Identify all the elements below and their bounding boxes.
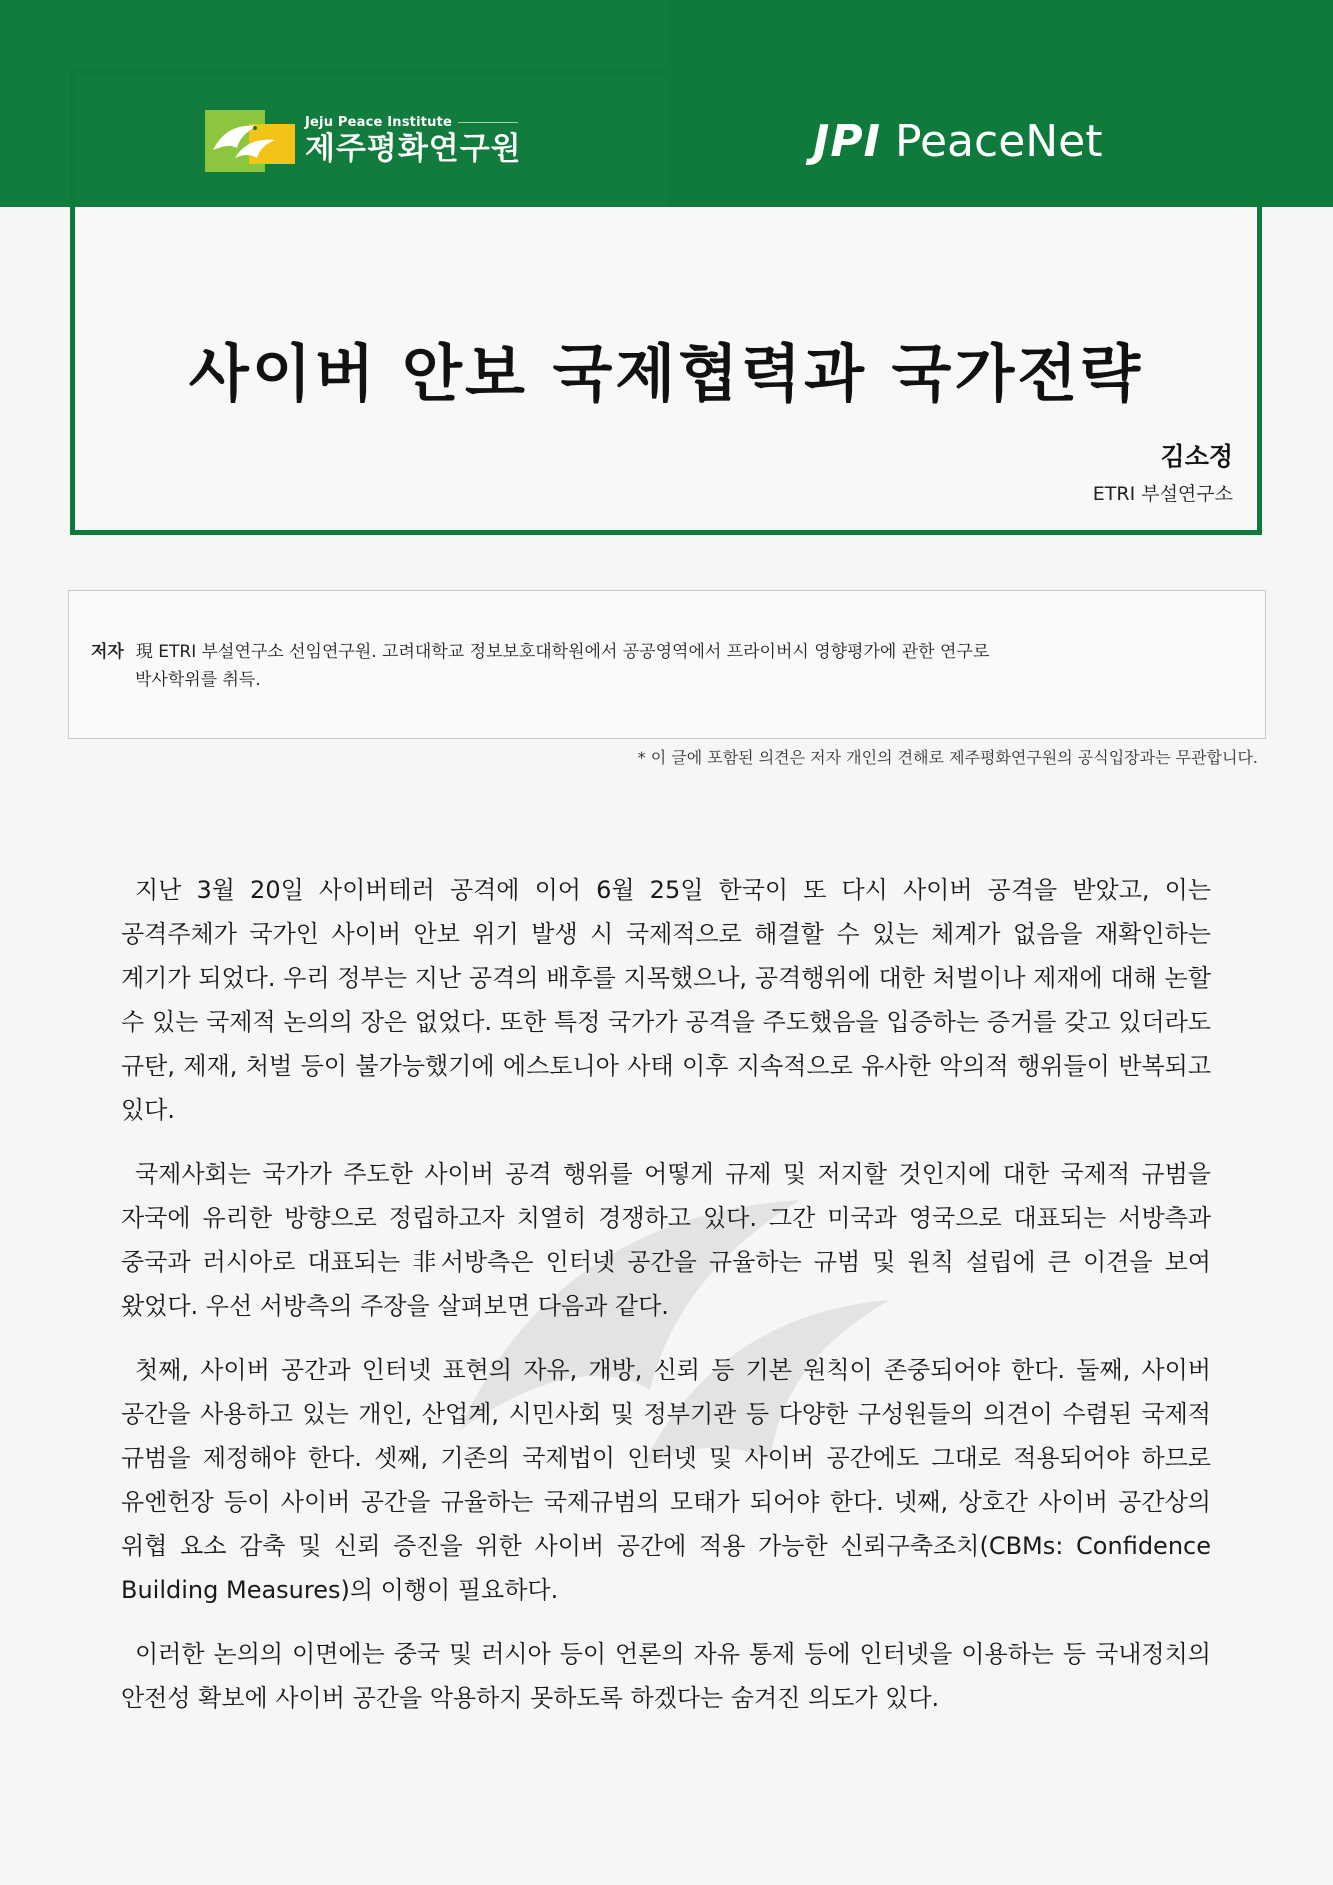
author-name: 김소정 (1160, 442, 1233, 471)
document-title: 사이버 안보 국제협력과 국가전략 (188, 337, 1144, 410)
paragraph-4: 이러한 논의의 이면에는 중국 및 러시아 등이 언론의 자유 통제 등에 인터넷을 이용하는 등 국내정치의 안전성 확보에 사이버 공간을 악용하지 못하도록 하겠다는 숨겨진 의도가 있다. (121, 1640, 1211, 1712)
article-body (121, 868, 1211, 1740)
paragraph-2: 국제사회는 국가가 주도한 사이버 공격 행위를 어떻게 규제 및 저지할 것인지에 대한 국제적 규범을 자국에 유리한 방향으로 정립하고자 치열히 경쟁하고 있다. 그간 미국과 영국으로 대표되는 서방측과 중국과 러시아로 대표되는 非서방측은 인터넷 공간을 규율하는 규범 및 원칙 설립에 큰 이견을 보여 왔었다. 우선 서방측의 주장을 살펴보면 다음과 같다. (121, 1160, 1211, 1320)
logo-korean-name: 제주평화연구원 (305, 130, 522, 167)
bio-label: 저자 (91, 642, 124, 662)
bio-line-2: 박사학위를 취득. (135, 670, 261, 690)
author-bio-box (68, 590, 1266, 739)
bio-line-1: 現 ETRI 부설연구소 선임연구원. 고려대학교 정보보호대학원에서 공공영역에서 프라이버시 영향평가에 관한 연구로 (135, 642, 990, 662)
jeju-peace-institute-logo (205, 108, 522, 174)
peacenet-wordmark: PeaceNet (895, 116, 1103, 167)
peacenet-logo (813, 117, 1103, 167)
dove-logo-icon (205, 110, 295, 172)
paragraph-1: 지난 3월 20일 사이버테러 공격에 이어 6월 25일 한국이 또 다시 사이버 공격을 받았고, 이는 공격주체가 국가인 사이버 안보 위기 발생 시 국제적으로 해결할 수 있는 체계가 없음을 재확인하는 계기가 되었다. 우리 정부는 지난 공격의 배후를 지목했으나, 공격행위에 대한 처벌이나 제재에 대해 논할 수 있는 국제적 논의의 장은 없었다. 또한 특정 국가가 공격을 주도했음을 입증하는 증거를 갖고 있더라도 규탄, 제재, 처벌 등이 불가능했기에 에스토니아 사태 이후 지속적으로 유사한 악의적 행위들이 반복되고 있다. (121, 876, 1211, 1124)
author-bio (91, 638, 1241, 694)
paragraph-3: 첫째, 사이버 공간과 인터넷 표현의 자유, 개방, 신뢰 등 기본 원칙이 존중되어야 한다. 둘째, 사이버 공간을 사용하고 있는 개인, 산업계, 시민사회 및 정부기관 등 다양한 구성원들의 의견이 수렴된 국제적 규범을 제정해야 한다. 셋째, 기존의 국제법이 인터넷 및 사이버 공간에도 그대로 적용되어야 하므로 유엔헌장 등이 사이버 공간을 규율하는 국제규범의 모태가 되어야 한다. 넷째, 상호간 사이버 공간상의 위협 요소 감축 및 신뢰 증진을 위한 사이버 공간에 적용 가능한 신뢰구축조치(CBMs: Confidence Building Measures)의 이행이 필요하다. (121, 1356, 1211, 1604)
jpi-mark: JPI (813, 116, 881, 167)
logo-english-name: Jeju Peace Institute (305, 115, 522, 130)
author-affiliation: ETRI 부설연구소 (1092, 483, 1233, 505)
disclaimer-note: * 이 글에 포함된 의견은 저자 개인의 견해로 제주평화연구원의 공식입장과는 무관합니다. (637, 748, 1258, 767)
